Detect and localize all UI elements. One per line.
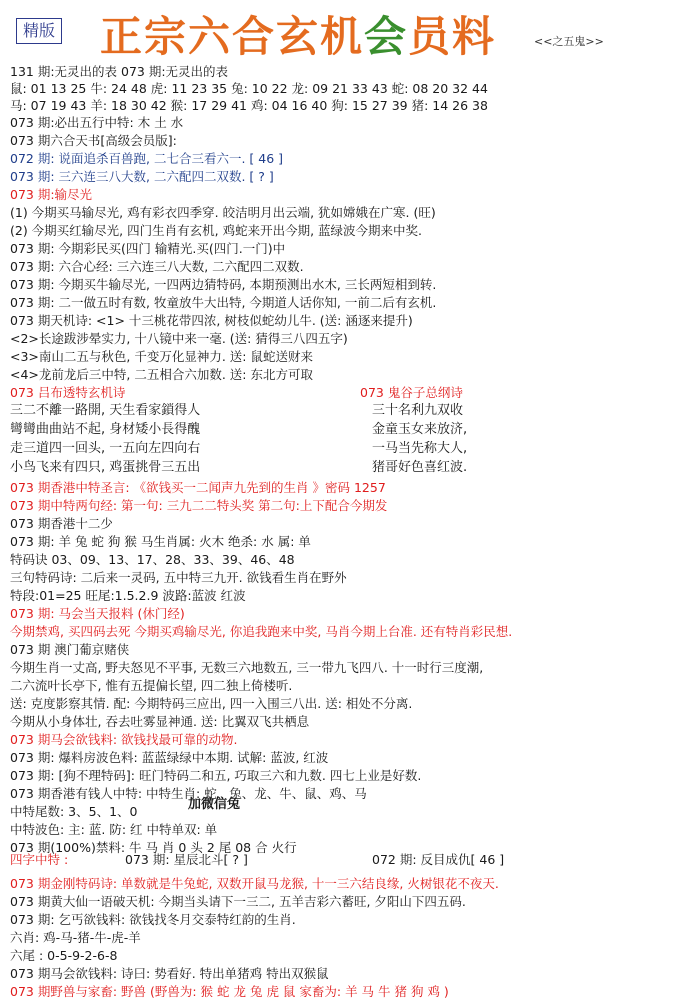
page-title — [100, 4, 496, 64]
text-line-m09: 今期禁鸡, 买四码去死 今期买鸡输尽光, 你追我跑来中奖, 马肖今期上台准. 还有特肖彩民想. — [10, 624, 513, 639]
text-line-l03: 马: 07 19 43 羊: 18 30 42 猴: 17 29 41 鸡: 04 16 40 狗: 15 27 39 猪: 14 26 38 — [10, 98, 488, 113]
text-line-l08: 073 期:输尽光 — [10, 187, 93, 202]
text-line-l02: 鼠: 01 13 25 牛: 24 48 虎: 11 23 35 兔: 10 22 龙: 09 21 33 43 蛇: 08 20 32 44 — [10, 81, 488, 96]
title-part-2: 会 — [364, 12, 409, 61]
text-line-m04: 073 期: 羊 兔 蛇 狗 猴 马生肖属: 火木 绝杀: 水 属: 单 — [10, 534, 311, 549]
poem-line: 猪哥好色喜红波. — [372, 460, 468, 475]
text-line-m11: 今期生肖一丈高, 野夫怒见不平事, 无数三六地数五, 三一带九飞四八. 十一时行三度潮, — [10, 660, 484, 675]
text-line-l11: 073 期: 今期彩民买(四门 输精光.买(四门.一门)中 — [10, 241, 286, 256]
text-line-m20: 中特波色: 主: 蓝. 防: 红 中特单双: 单 — [10, 822, 218, 837]
poem-line: 三十名利九双收 — [372, 403, 464, 418]
text-line-n07: 073 期野兽与家畜: 野兽 (野兽为: 猴 蛇 龙 兔 虎 鼠 家畜为: 羊 马 牛 猪 狗 鸡 ) — [10, 984, 449, 999]
poem-line: 走三道四一回头, 一五向左四向右 — [10, 441, 201, 456]
text-line-l05: 073 期六合天书[高级会员版]: — [10, 133, 177, 148]
text-line-l13: 073 期: 今期买牛输尽光, 一四两边猜特码, 本期预测出水木, 三长两短相到转. — [10, 277, 437, 292]
text-line-n03: 073 期: 乞丐欲钱料: 欲钱找冬月交泰特红韵的生肖. — [10, 912, 296, 927]
title-part-1: 正宗六合玄机 — [100, 12, 365, 61]
text-line-m08: 073 期: 马会当天报料 (休门经) — [10, 606, 185, 621]
text-line-n01: 073 期金刚特码诗: 单数就是牛兔蛇, 双数开鼠马龙猴, 十一三六结良缘, 火树银花不夜天. — [10, 876, 499, 891]
text-line-l09: (1) 今期买马输尽光, 鸡有彩衣四季穿. 皎洁明月出云端, 犹如嫦娥在广寒. (旺) — [10, 205, 436, 220]
title-part-3: 员料 — [408, 12, 497, 61]
poem-line: 金童玉女来放济, — [372, 422, 468, 437]
four-char-label: 四字中特 : — [10, 852, 69, 867]
text-line-l06: 072 期: 说面追杀百兽跑, 二七合三看六一. [ 46 ] — [10, 151, 284, 166]
poem-line: 一马当先称大人, — [372, 441, 468, 456]
poem-line: 彎彎曲曲站不起, 身材矮小長得醜 — [10, 422, 201, 437]
text-line-l10: (2) 今期买红输尽光, 四门生肖有玄机, 鸡蛇来开出今期, 蓝绿波今期来中奖. — [10, 223, 422, 238]
four-char-072: 072 期: 反目成仇[ 46 ] — [372, 852, 505, 867]
text-line-l15: 073 期天机诗: <1> 十三桃花带四浓, 树枝似蛇幼儿牛. (送: 涵逐来提升) — [10, 313, 413, 328]
text-line-n06: 073 期马会欲钱料: 诗曰: 势看好. 特出单猪鸡 特出双猴鼠 — [10, 966, 329, 981]
text-line-m16: 073 期: 爆料房波色料: 蓝蓝绿绿中本期. 试解: 蓝波, 红波 — [10, 750, 329, 765]
text-line-m12: 二六流叶长亭下, 惟有五提偏长望, 四二独上倚楼听. — [10, 678, 293, 693]
text-line-l12: 073 期: 六合心经: 三六连三八大数, 二六配四二双数. — [10, 259, 304, 274]
text-line-m13: 送: 克度影察其情. 配: 今期特码三应出, 四一入围三八出. 送: 相处不分离. — [10, 696, 413, 711]
poem-line: 三二不離一路開, 天生看家鎖得人 — [10, 403, 201, 418]
text-line-m10: 073 期 澳门葡京赌侠 — [10, 642, 130, 657]
text-line-n02: 073 期黄大仙一语破天机: 今期当头请下一三二, 五羊吉彩六蓄旺, 夕阳山下四五码. — [10, 894, 466, 909]
page-header — [0, 0, 679, 60]
text-line-l16: <2>长途跋涉晕实力, 十八镜中来一毫. (送: 猜得三八四五字) — [10, 331, 348, 346]
text-line-l07: 073 期: 三六连三八大数, 二六配四二双数. [ ? ] — [10, 169, 274, 184]
text-line-m18: 073 期香港有钱人中特: 中特生肖: 蛇、兔、龙、牛、鼠、鸡、马 — [10, 786, 367, 801]
author-tag: <<之五鬼>> — [534, 35, 604, 48]
text-line-m17: 073 期: [狗不理特码]: 旺门特码二和五, 巧取三六和九数. 四七上业是好数. — [10, 768, 422, 783]
text-line-m06: 三句特码诗: 二后来一灵码, 五中特三九开. 欲钱看生肖在野外 — [10, 570, 347, 585]
poem-left-title: 073 吕布透特玄机诗 — [10, 385, 126, 400]
edition-badge: 精版 — [16, 18, 62, 44]
text-line-l17: <3>南山二五与秋色, 千变万化显神力. 送: 鼠蛇送财来 — [10, 349, 313, 364]
text-line-m02: 073 期中特两句经: 第一句: 三九二二特头奖 第二句:上下配合今期发 — [10, 498, 388, 513]
text-line-m01: 073 期香港中特圣言: 《欲钱买一二闻声九先到的生肖 》密码 1257 — [10, 480, 386, 495]
text-line-l01: 131 期:无灵出的表 073 期:无灵出的表 — [10, 64, 229, 79]
text-line-m21: 073 期(100%)禁料: 牛 马 肖 0 头 2 尾 08 合 火行 — [10, 840, 297, 855]
overlay-text: 加微信兔 — [188, 797, 241, 812]
four-char-073: 073 期: 星辰北斗[ ? ] — [125, 852, 248, 867]
poem-right-title: 073 鬼谷子总纲诗 — [360, 385, 463, 400]
text-line-m15: 073 期马会欲钱料: 欲钱找最可靠的动物. — [10, 732, 238, 747]
text-line-n04: 六肖: 鸡-马-猪-牛-虎-羊 — [10, 930, 141, 945]
text-line-m03: 073 期香港十二少 — [10, 516, 113, 531]
text-line-l14: 073 期: 二一做五时有数, 牧童放牛大出特, 今期道人话你知, 一前二后有玄机. — [10, 295, 437, 310]
text-line-m07: 特段:01=25 旺尾:1.5.2.9 波路:蓝波 红波 — [10, 588, 246, 603]
text-line-n05: 六尾 : 0-5-9-2-6-8 — [10, 948, 118, 963]
text-line-m19: 中特尾数: 3、5、1、0 — [10, 804, 138, 819]
poem-line: 小鸟飞来有四只, 鸡蛋挑骨三五出 — [10, 460, 201, 475]
text-line-l04: 073 期:必出五行中特: 木 土 水 — [10, 115, 184, 130]
text-line-m14: 今期从小身体壮, 吞去吐雾显神通. 送: 比翼双飞共栖息 — [10, 714, 310, 729]
text-line-m05: 特码诀 03、09、13、17、28、33、39、46、48 — [10, 552, 295, 567]
text-line-l18: <4>龙前龙后三中特, 二五相合六加数. 送: 东北方可取 — [10, 367, 313, 382]
